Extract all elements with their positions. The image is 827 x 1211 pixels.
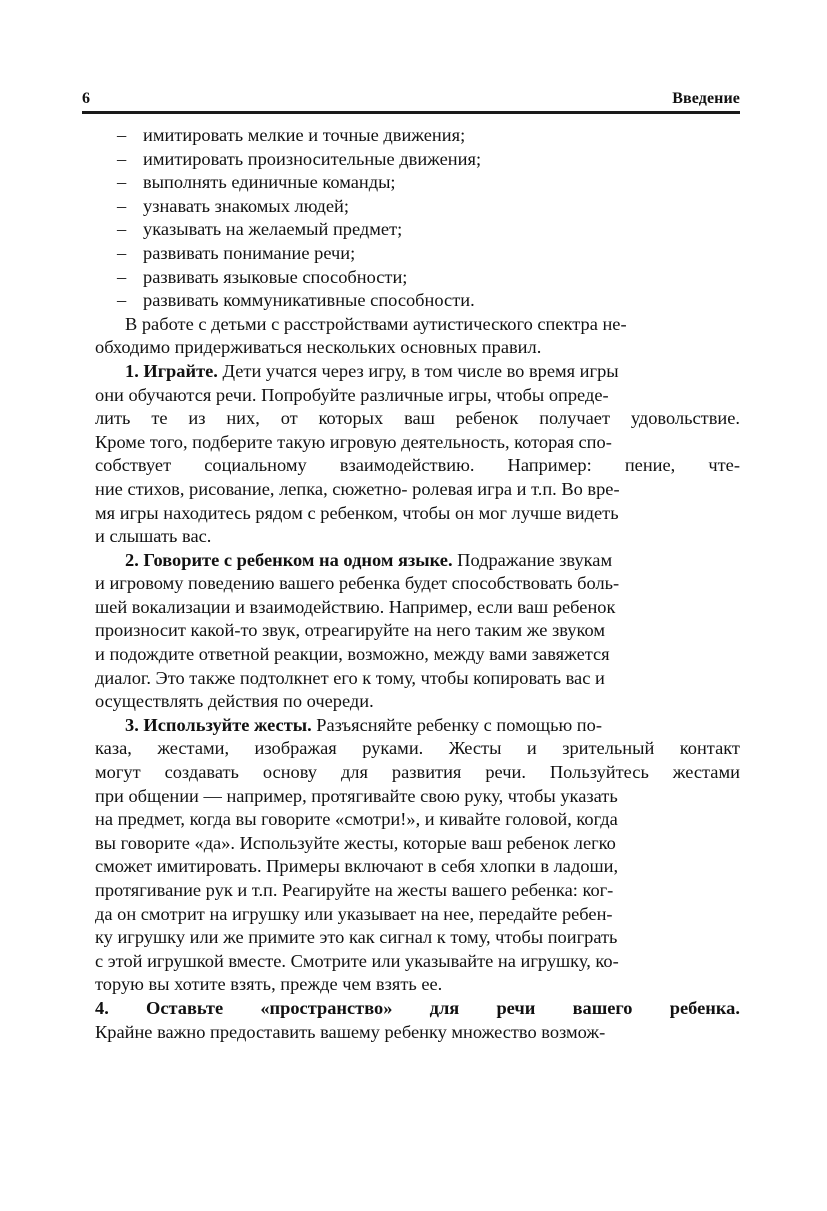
rule-number: 2. [125,549,139,570]
word: жестами [672,762,740,783]
bullet-dash: – [117,219,127,240]
bullet-dash: – [117,195,127,216]
list-item [95,171,740,195]
list-item [95,266,740,290]
rule-number: 3. [125,714,139,735]
text-line: торую вы хотите взять, прежде чем взять ее. [95,974,443,995]
word: каза, [95,738,132,759]
text-line: мя игры находитесь рядом с ребенком, чтобы он мог лучше видеть [95,502,619,523]
word: из [188,408,206,429]
word: Жесты [448,738,502,759]
list-item [95,218,740,242]
text-line: обходимо придерживаться нескольких основных правил. [95,337,542,358]
text-line: и слышать вас. [95,526,212,547]
rule-heading-line [95,997,740,1021]
rule-heading-line: 1. Играйте. Дети учатся через игру, в том числе во время игры [125,360,619,381]
text-line: В работе с детьми с расстройствами аутистического спектра не- [125,313,627,334]
word: создавать [164,762,239,783]
chapter-title: Введение [672,90,740,107]
list-item [95,124,740,148]
text-line: с этой игрушкой вместе. Смотрите или указывайте на игрушку, ко- [95,950,619,971]
text-line: шей вокализации и взаимодействию. Например, если ваш ребенок [95,596,616,617]
heading-word: ребенка. [669,997,740,1018]
bullet-dash: – [117,290,127,311]
word: основу [262,762,317,783]
running-head [82,86,740,108]
word: Пользуйтесь [549,762,649,783]
text-line: сможет имитировать. Примеры включают в себя хлопки в ладоши, [95,856,619,877]
bullet-dash: – [117,148,127,169]
header-rule [82,111,740,114]
heading-word: для [429,997,460,1018]
word: руками. [362,738,424,759]
word: удовольствие. [630,408,740,429]
word: могут [95,762,141,783]
list-item [95,289,740,313]
list-item-label: указывать на желаемый предмет; [143,219,403,240]
word: собствует [95,455,172,476]
rule-heading: Говорите с ребенком на одном языке. [143,549,453,570]
text-line: Крайне важно предоставить вашему ребенку множество возмож- [95,1021,606,1042]
page-number: 6 [82,90,91,107]
text-line: на предмет, когда вы говорите «смотри!», и кивайте головой, когда [95,809,618,830]
word: развития [391,762,462,783]
list-item-label: выполнять единичные команды; [143,172,396,193]
text-line: да он смотрит на игрушку или указывает на нее, передайте ребен- [95,903,613,924]
text-line: при общении — например, протягивайте свою руку, чтобы указать [95,785,618,806]
list-item-label: узнавать знакомых людей; [143,195,349,216]
heading-word: вашего [572,997,633,1018]
body-text [95,124,740,1044]
heading-word: 4. [95,997,109,1018]
word: ребенок [455,408,519,429]
text-line: ние стихов, рисование, лепка, сюжетно- ролевая игра и т.п. Во вре- [95,478,620,499]
list-item [95,195,740,219]
text-line: осуществлять действия по очереди. [95,691,374,712]
text-line: вы говорите «да». Используйте жесты, которые ваш ребенок легко [95,832,616,853]
rule-heading-line: 3. Используйте жесты. Разъясняйте ребенку с помощью по- [125,714,602,735]
word: них, [226,408,260,429]
list-item-label: развивать языковые способности; [143,266,408,287]
word: Например: [507,455,592,476]
bullet-dash: – [117,266,127,287]
word: чте- [708,455,740,476]
rule-heading-line: 2. Говорите с ребенком на одном языке. Подражание звукам [125,549,613,570]
rule-heading: Используйте жесты. [143,714,312,735]
word: взаимодействию. [339,455,475,476]
bullet-dash: – [117,242,127,263]
bullet-dash: – [117,125,127,145]
text-line: протягивание рук и т.п. Реагируйте на жесты вашего ребенка: ког- [95,880,614,900]
word: зрительный [562,738,655,759]
text-line: произносит какой-то звук, отреагируйте на него таким же звуком [95,620,605,641]
text-line [95,761,740,785]
heading-word: Оставьте [146,997,224,1018]
word: получает [539,408,610,429]
list-item-label: имитировать мелкие и точные движения; [143,125,466,145]
word: лить [95,408,131,429]
word: контакт [679,738,740,759]
text-line: и игровому поведению вашего ребенка будет способствовать боль- [95,573,620,594]
text-line [95,407,740,431]
word: от [280,408,298,429]
text-line [95,737,740,761]
word: для [340,762,368,783]
list-item-label: развивать понимание речи; [143,242,356,263]
list-item-label: развивать коммуникативные способности. [143,290,475,311]
word: ваш [404,408,435,429]
heading-word: речи [496,997,536,1018]
word: жестами, [157,738,230,759]
word: речи. [485,762,526,783]
rule-heading: Играйте. [143,360,218,381]
list-item [95,242,740,266]
text-line [95,454,740,478]
text-line: ку игрушку или же примите это как сигнал к тому, чтобы поиграть [95,927,618,948]
word: изображая [254,738,337,759]
heading-word: «пространство» [260,997,393,1018]
rule-number: 1. [125,360,139,381]
text-line: и подождите ответной реакции, возможно, между вами завяжется [95,644,610,665]
list-item [95,148,740,172]
word: и [526,738,537,759]
text-line: диалог. Это также подтолкнет его к тому, чтобы копировать вас и [95,667,605,688]
word: те [151,408,168,429]
text-line: они обучаются речи. Попробуйте различные игры, чтобы опреде- [95,384,609,405]
list-item-label: имитировать произносительные движения; [143,148,482,169]
word: пение, [624,455,676,476]
word: которых [318,408,384,429]
bullet-dash: – [117,172,127,193]
word: социальному [204,455,307,476]
text-line: Кроме того, подберите такую игровую деятельность, которая спо- [95,431,612,452]
